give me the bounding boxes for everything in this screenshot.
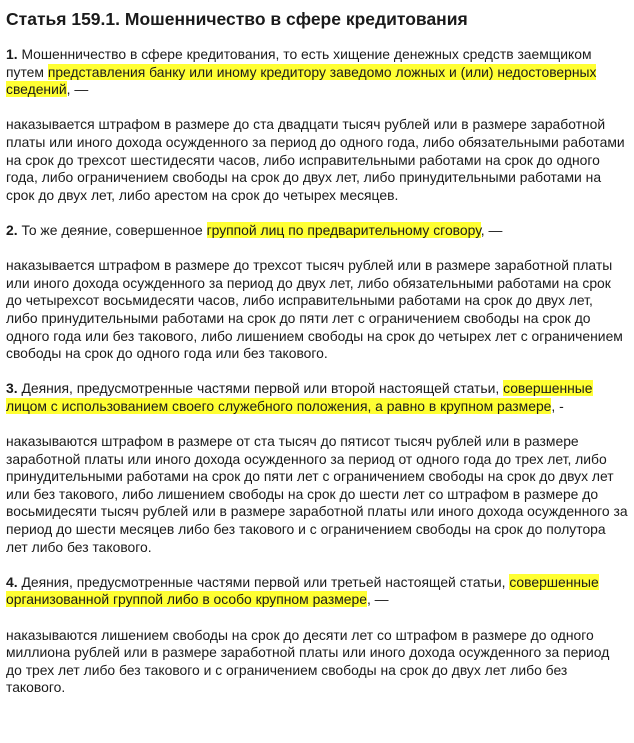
part-tail-text: , —: [66, 81, 89, 98]
part-number: 3.: [6, 380, 18, 397]
part-tail-text: , —: [480, 221, 503, 238]
part-lead-text: Деяния, предусмотренные частями первой или второй настоящей статьи,: [17, 380, 504, 397]
highlighted-text: представления банку или иному кредитору заведомо ложных и (или) недостоверных сведений: [6, 63, 597, 98]
part-3-penalty: наказываются штрафом в размере от ста тысяч до пятисот тысяч рублей или в размере заработной платы или иного дохода осужденного за период от одного года до трех лет, либо принудительными работами на срок до пяти лет с ограничением свободы на срок до двух лет или без такового, либо лишением свободы на срок до шести лет со штрафом в размере до восьмидесяти тысяч рублей или в размере заработной платы или иного дохода осужденного за период до шести месяцев либо без такового и с ограничением свободы на срок до полутора лет либо без такового.: [6, 433, 628, 555]
part-1-description: [6, 46, 628, 99]
highlighted-text: группой лиц по предварительному сговору: [206, 221, 481, 238]
highlighted-text: совершенные организованной группой либо в особо крупном размере: [6, 573, 599, 608]
part-number: 2.: [6, 221, 18, 238]
part-4-description: [6, 574, 628, 609]
part-tail-text: , -: [551, 397, 564, 414]
part-lead-text: Мошенничество в сфере кредитования, то есть хищение денежных средств заемщиком путем: [6, 46, 592, 80]
part-tail-text: , —: [366, 591, 389, 608]
highlighted-text: совершенные лицом с использованием своего служебного положения, а равно в крупном размере: [6, 380, 593, 414]
part-2-description: [6, 222, 628, 240]
part-2-penalty: наказывается штрафом в размере до трехсот тысяч рублей или в размере заработной платы или иного дохода осужденного за период до двух лет, либо обязательными работами на срок до четырехсот восьмидесяти часов, либо исправительными работами на срок до двух лет, либо принудительными работами на срок до пяти лет с ограничением свободы на срок до одного года или без такового, либо лишением свободы на срок до четырех лет с ограничением свободы на срок до одного года или без такового.: [6, 257, 623, 362]
part-lead-text: То же деяние, совершенное: [17, 221, 207, 238]
part-1-penalty: наказывается штрафом в размере до ста двадцати тысяч рублей или в размере заработной платы или иного дохода осужденного за период до одного года, либо обязательными работами на срок до трехсот шестидесяти часов, либо исправительными работами на срок до одного года, либо ограничением свободы на срок до двух лет, либо принудительными работами на срок до двух лет, либо арестом на срок до четырех месяцев.: [6, 116, 625, 203]
part-4-penalty: наказываются лишением свободы на срок до десяти лет со штрафом в размере до одного миллиона рублей или в размере заработной платы или иного дохода осужденного за период до трех лет либо без такового и с ограничением свободы на срок до двух лет либо без такового.: [6, 626, 610, 696]
part-lead-text: Деяния, предусмотренные частями первой или третьей настоящей статьи,: [17, 573, 510, 590]
part-3-description: [6, 380, 628, 415]
article-title: Статья 159.1. Мошенничество в сфере кредитования: [6, 9, 468, 29]
part-number: 4.: [6, 573, 18, 590]
part-number: 1.: [6, 46, 18, 62]
